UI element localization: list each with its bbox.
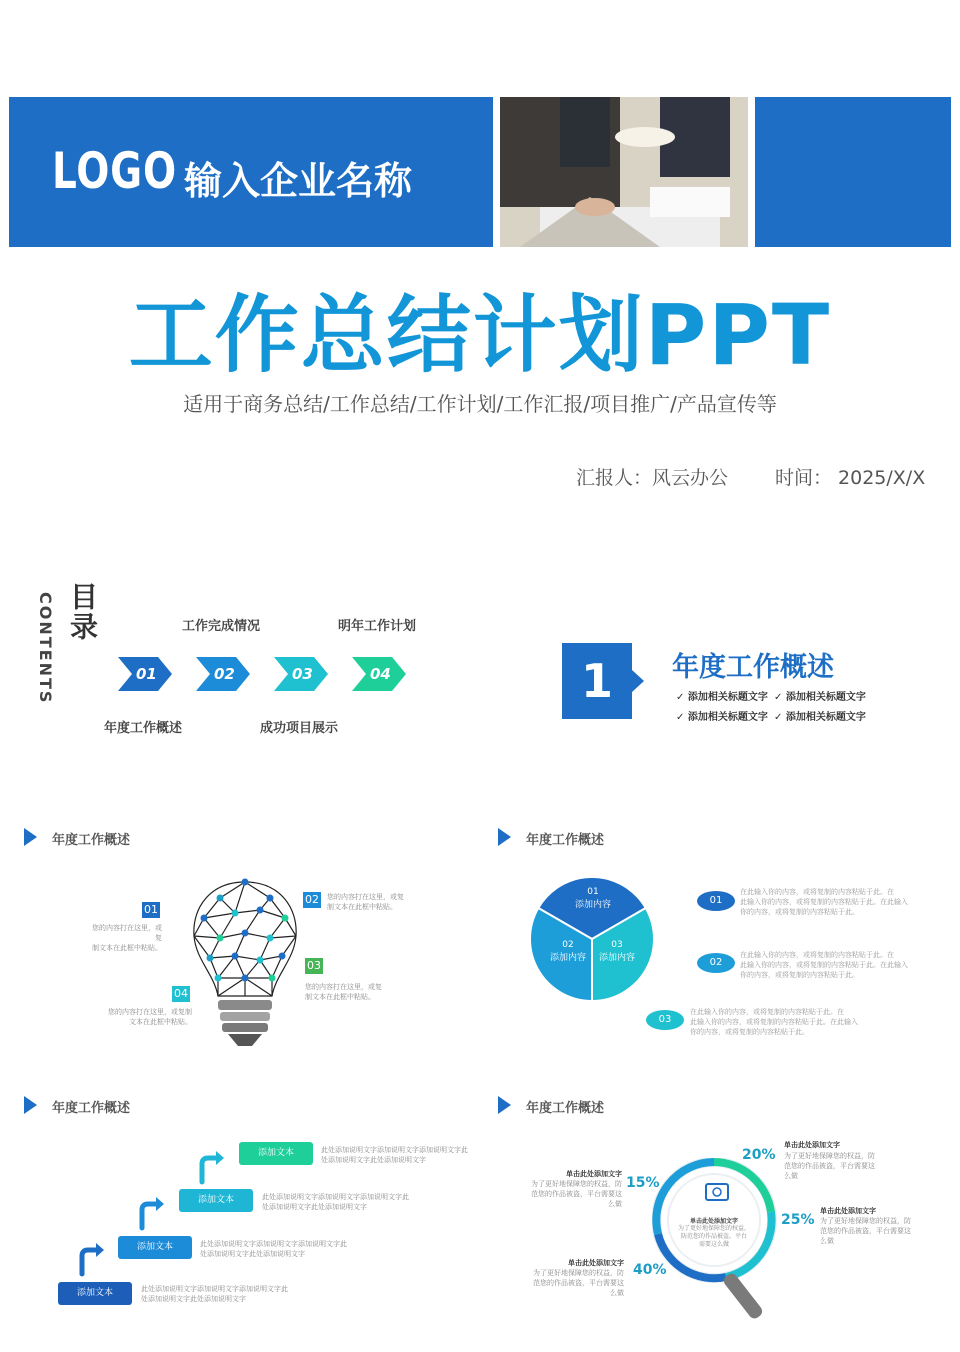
section-item: ✓ 添加相关标题文字 bbox=[774, 712, 866, 723]
tag-text: 您的内容打在这里，或复 制文本在此框中粘贴。 bbox=[92, 924, 162, 952]
contents-arrow-03 bbox=[274, 657, 330, 691]
note-text: 在此输入你的内容，或将复制的内容粘贴于此。在 此输入你的内容，或将复制的内容粘贴于此。在此输入 你的内容，或将复制的内容粘贴于此。 bbox=[690, 1008, 858, 1036]
lightbulb-network-icon bbox=[190, 878, 300, 1050]
tag-01: 01 bbox=[144, 903, 158, 916]
note-num: 03 bbox=[658, 1014, 672, 1025]
pie-label-02: 02 添加内容 bbox=[549, 940, 586, 963]
contents-label: 成功项目展示 bbox=[260, 721, 339, 736]
contents-subtitle: CONTENTS bbox=[36, 592, 55, 705]
contents-title: 目录 bbox=[66, 582, 99, 642]
company-name: 输入企业名称 bbox=[184, 159, 413, 203]
step-text: 此处添加说明文字添加说明文字添加说明文字此 处添加说明文字此处添加说明文字 bbox=[141, 1285, 288, 1303]
step-text: 此处添加说明文字添加说明文字添加说明文字此 处添加说明文字此处添加说明文字 bbox=[262, 1193, 409, 1211]
section-item: ✓ 添加相关标题文字 bbox=[774, 692, 866, 703]
panel-heading: 年度工作概述 bbox=[526, 833, 605, 848]
contents-label: 工作完成情况 bbox=[182, 619, 261, 634]
step-1-button: 添加文本 bbox=[58, 1282, 132, 1305]
pie-label-03: 03 添加内容 bbox=[598, 940, 635, 963]
tag-04: 04 bbox=[174, 987, 188, 1000]
contents-num: 04 bbox=[370, 665, 391, 683]
section-item: ✓ 添加相关标题文字 bbox=[676, 712, 768, 723]
step-2-button: 添加文本 bbox=[118, 1236, 192, 1259]
step-4-button: 添加文本 bbox=[239, 1142, 313, 1165]
block-title: 单击此处添加文字 bbox=[568, 1259, 624, 1267]
contents-num: 02 bbox=[214, 665, 235, 683]
note-num: 01 bbox=[709, 895, 723, 906]
section-number: 1 bbox=[580, 654, 613, 708]
logo: LOGO bbox=[52, 142, 177, 200]
section-pointer bbox=[632, 670, 644, 692]
center-text: 为了更好地保障您的权益， 防范您的作品被盗，平台 需要这么做 bbox=[678, 1225, 751, 1248]
block-title: 单击此处添加文字 bbox=[566, 1170, 622, 1178]
note-text: 在此输入你的内容，或将复制的内容粘贴于此。在 此输入你的内容，或将复制的内容粘贴于此。在此输入 你的内容，或将复制的内容粘贴于此。 bbox=[740, 888, 908, 916]
step-text: 此处添加说明文字添加说明文字添加说明文字此 处添加说明文字此处添加说明文字 bbox=[200, 1240, 347, 1258]
panel-heading: 年度工作概述 bbox=[52, 1101, 131, 1116]
tag-03: 03 bbox=[307, 959, 321, 972]
panel-marker bbox=[498, 1096, 511, 1114]
percent-25: 25% bbox=[781, 1212, 815, 1228]
panel-marker bbox=[24, 828, 37, 846]
panel-heading: 年度工作概述 bbox=[52, 833, 131, 848]
business-meeting-photo bbox=[500, 97, 748, 247]
cover-banner-right bbox=[755, 97, 951, 247]
block-title: 单击此处添加文字 bbox=[820, 1207, 876, 1215]
step-text: 此处添加说明文字添加说明文字添加说明文字此 处添加说明文字此处添加说明文字 bbox=[321, 1146, 468, 1164]
main-title: 工作总结计划PPT bbox=[128, 286, 832, 384]
block-title: 单击此处添加文字 bbox=[784, 1141, 840, 1149]
percent-40: 40% bbox=[633, 1262, 667, 1278]
note-num: 02 bbox=[709, 957, 723, 968]
center-title: 单击此处添加文字 bbox=[689, 1218, 738, 1225]
panel-marker bbox=[24, 1096, 37, 1114]
panel-marker bbox=[498, 828, 511, 846]
percent-15: 15% bbox=[626, 1175, 660, 1191]
reporter: 汇报人：风云办公 bbox=[576, 467, 729, 489]
step-3-button: 添加文本 bbox=[179, 1189, 253, 1212]
tag-02: 02 bbox=[305, 893, 319, 906]
percent-20: 20% bbox=[742, 1147, 776, 1163]
contents-arrow-04 bbox=[352, 657, 408, 691]
contents-num: 01 bbox=[136, 665, 157, 683]
block-text: 为了更好地保障您的权益，防 范您的作品被盗，平台需要这 么做 bbox=[531, 1180, 622, 1208]
contents-label: 明年工作计划 bbox=[338, 619, 417, 634]
panel-heading: 年度工作概述 bbox=[526, 1101, 605, 1116]
pie-label-01: 01 添加内容 bbox=[574, 887, 611, 910]
tag-text: 您的内容打在这里，或复 制文本在此框中粘贴。 bbox=[305, 983, 382, 1001]
contents-arrow-01 bbox=[118, 657, 174, 691]
tag-text: 您的内容打在这里，或复制 文本在此框中粘贴。 bbox=[108, 1008, 192, 1026]
block-text: 为了更好地保障您的权益，防 范您的作品被盗，平台需要这 么做 bbox=[784, 1152, 875, 1180]
subtitle: 适用于商务总结/工作总结/工作计划/工作汇报/项目推广/产品宣传等 bbox=[183, 392, 777, 416]
block-text: 为了更好地保障您的权益，防 范您的作品被盗，平台需要这 么做 bbox=[820, 1217, 911, 1245]
note-text: 在此输入你的内容，或将复制的内容粘贴于此。在 此输入你的内容，或将复制的内容粘贴于此。在此输入 你的内容，或将复制的内容粘贴于此。 bbox=[740, 951, 908, 979]
report-time: 时间： 2025/X/X bbox=[775, 467, 926, 489]
section-title: 年度工作概述 bbox=[672, 652, 834, 683]
contents-arrow-02 bbox=[196, 657, 252, 691]
tag-text: 您的内容打在这里，或复 制文本在此框中粘贴。 bbox=[327, 893, 404, 911]
section-item: ✓ 添加相关标题文字 bbox=[676, 692, 768, 703]
block-text: 为了更好地保障您的权益，防 范您的作品被盗，平台需要这 么做 bbox=[533, 1269, 624, 1297]
contents-num: 03 bbox=[292, 665, 313, 683]
contents-label: 年度工作概述 bbox=[104, 721, 183, 736]
